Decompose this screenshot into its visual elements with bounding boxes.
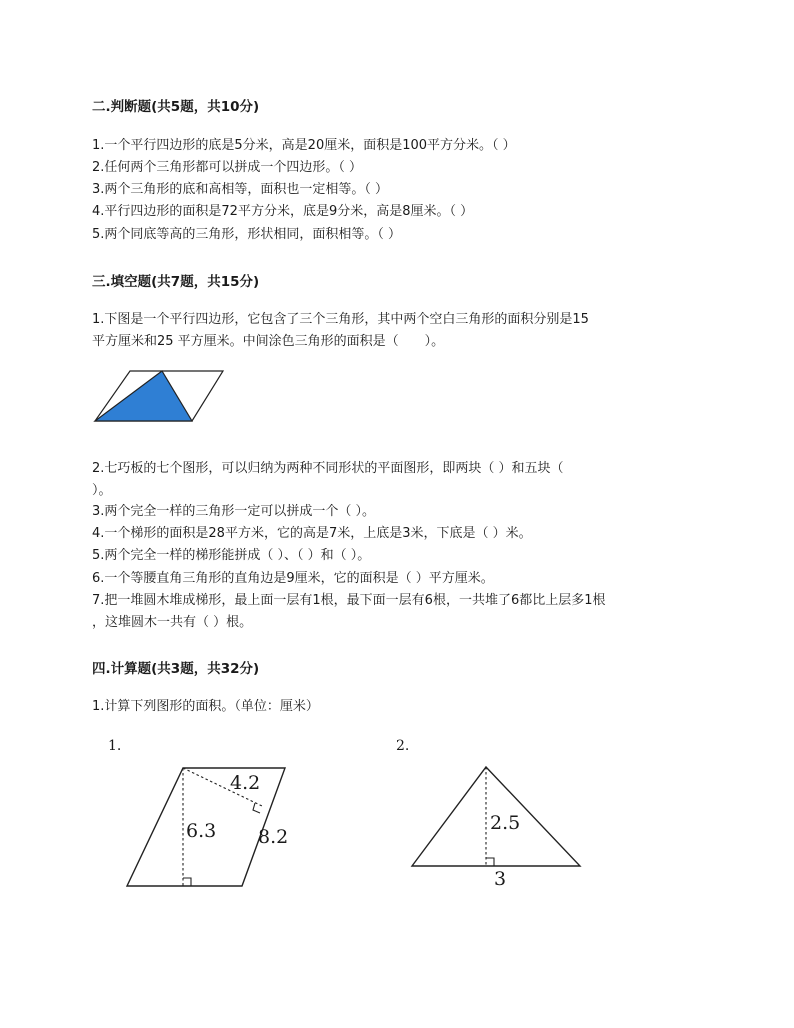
figure2-right-angle — [486, 858, 494, 866]
figure1-height-value: 6.3 — [186, 820, 217, 842]
figure1-top-value: 4.2 — [230, 772, 261, 794]
section4-heading: 四.计算题(共3题，共32分) — [92, 661, 260, 677]
judge-question-4: 4.平行四边形的面积是72平方分米，底是9分米，高是8厘米。（ ） — [92, 204, 474, 219]
fill-question-2-line1: 2.七巧板的七个图形，可以归纳为两种不同形状的平面图形，即两块（ ）和五块（ — [92, 461, 564, 476]
judge-question-2: 2.任何两个三角形都可以拼成一个四边形。（ ） — [92, 160, 363, 175]
calc-question-1: 1.计算下列图形的面积。（单位：厘米） — [92, 699, 319, 714]
section3-heading: 三.填空题(共7题，共15分) — [92, 274, 260, 290]
section2-heading: 二.判断题(共5题，共10分) — [92, 99, 260, 115]
figure1-label: 1. — [108, 738, 122, 754]
fill-question-5: 5.两个完全一样的梯形能拼成（ ）、（ ）和（ ）。 — [92, 548, 371, 563]
judge-question-1: 1.一个平行四边形的底是5分米，高是20厘米，面积是100平方分米。（ ） — [92, 138, 516, 153]
judge-question-5: 5.两个同底等高的三角形，形状相同，面积相等。（ ） — [92, 227, 402, 242]
figure1-side-value: 8.2 — [258, 826, 289, 848]
fill-question-6: 6.一个等腰直角三角形的直角边是9厘米，它的面积是（ ）平方厘米。 — [92, 571, 494, 586]
fill-question-3: 3.两个完全一样的三角形一定可以拼成一个（ ）。 — [92, 504, 376, 519]
judge-question-3: 3.两个三角形的底和高相等，面积也一定相等。（ ） — [92, 182, 389, 197]
fill-question-7-line1: 7.把一堆圆木堆成梯形，最上面一层有1根，最下面一层有6根，一共堆了6都比上层多1根 — [92, 593, 606, 608]
fill-question-4: 4.一个梯形的面积是28平方米，它的高是7米，上底是3米，下底是（ ）米。 — [92, 526, 532, 541]
fill-question-2-line2: ）。 — [92, 483, 112, 498]
figure2-height-value: 2.5 — [490, 812, 521, 834]
fill-question-1-line1: 1.下图是一个平行四边形，它包含了三个三角形，其中两个空白三角形的面积分别是15 — [92, 312, 589, 327]
figure2-base-value: 3 — [494, 868, 507, 890]
fill-question-1-line2: 平方厘米和25 平方厘米。中间涂色三角形的面积是（ ）。 — [92, 334, 445, 349]
fill-question-7-line2: ，这堆圆木一共有（ ）根。 — [92, 615, 253, 630]
figure2-label: 2. — [396, 738, 410, 754]
